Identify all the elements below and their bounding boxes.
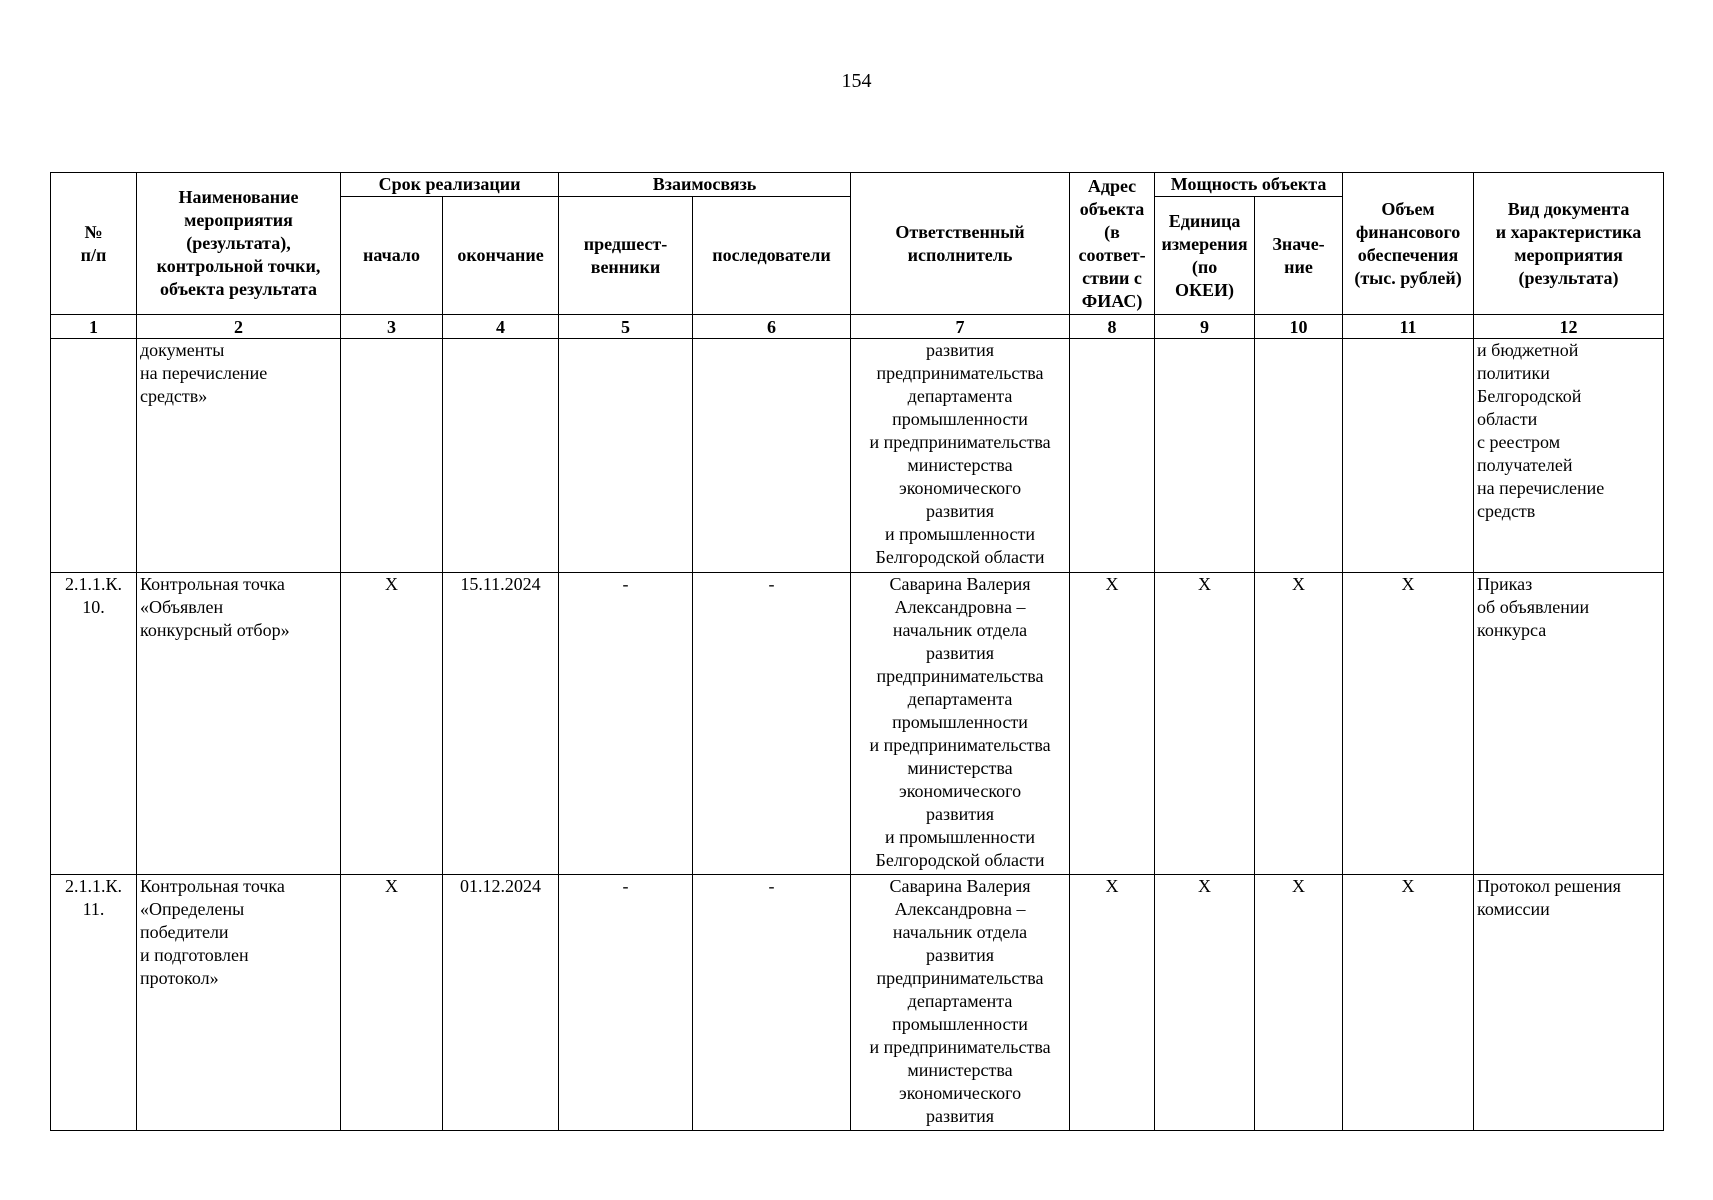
- table-row: [51, 573, 1664, 875]
- column-number: 3: [341, 315, 443, 339]
- column-number: 7: [851, 315, 1070, 339]
- header-relation-group: Взаимосвязь: [559, 173, 851, 197]
- column-number: 1: [51, 315, 137, 339]
- row-successors: -: [693, 875, 851, 1131]
- row-value: [1255, 339, 1343, 573]
- row-responsible: Саварина Валерия Александровна – начальник отдела развития предпринимательства департамента промышленности и предпринимательства министерства экономического развития: [851, 875, 1070, 1131]
- header-number: № п/п: [51, 173, 137, 315]
- header-start: начало: [341, 197, 443, 315]
- column-number: 10: [1255, 315, 1343, 339]
- row-start: [341, 339, 443, 573]
- column-number: 4: [443, 315, 559, 339]
- row-responsible: Саварина Валерия Александровна – начальник отдела развития предпринимательства департамента промышленности и предпринимательства министерства экономического развития и промышленности Белгородской области: [851, 573, 1070, 875]
- column-number: 6: [693, 315, 851, 339]
- column-number: 9: [1155, 315, 1255, 339]
- column-number: 8: [1070, 315, 1155, 339]
- row-document: Приказ об объявлении конкурса: [1474, 573, 1664, 875]
- row-successors: [693, 339, 851, 573]
- header-unit: Единица измерения (по ОКЕИ): [1155, 197, 1255, 315]
- header-end: окончание: [443, 197, 559, 315]
- plan-table: [50, 172, 1664, 1131]
- header-period-group: Срок реализации: [341, 173, 559, 197]
- header-value: Значе- ние: [1255, 197, 1343, 315]
- header-predecessors: предшест- венники: [559, 197, 693, 315]
- header-finance: Объем финансового обеспечения (тыс. рублей): [1343, 173, 1474, 315]
- header-capacity-group: Мощность объекта: [1155, 173, 1343, 197]
- header-address: Адрес объекта (в соответ- ствии с ФИАС): [1070, 173, 1155, 315]
- header-name: Наименование мероприятия (результата), контрольной точки, объекта результата: [137, 173, 341, 315]
- row-address: Х: [1070, 875, 1155, 1131]
- row-finance: Х: [1343, 875, 1474, 1131]
- row-start: Х: [341, 875, 443, 1131]
- row-unit: [1155, 339, 1255, 573]
- header-successors: последователи: [693, 197, 851, 315]
- column-number: 12: [1474, 315, 1664, 339]
- row-predecessors: [559, 339, 693, 573]
- row-unit: Х: [1155, 875, 1255, 1131]
- row-end: 15.11.2024: [443, 573, 559, 875]
- table-row: [51, 875, 1664, 1131]
- column-number: 11: [1343, 315, 1474, 339]
- row-start: Х: [341, 573, 443, 875]
- row-finance: [1343, 339, 1474, 573]
- header-responsible: Ответственный исполнитель: [851, 173, 1070, 315]
- row-value: Х: [1255, 573, 1343, 875]
- row-name: документы на перечисление средств»: [137, 339, 341, 573]
- row-number: 2.1.1.К. 10.: [51, 573, 137, 875]
- row-unit: Х: [1155, 573, 1255, 875]
- row-finance: Х: [1343, 573, 1474, 875]
- row-successors: -: [693, 573, 851, 875]
- row-address: [1070, 339, 1155, 573]
- table-row: [51, 339, 1664, 573]
- row-end: 01.12.2024: [443, 875, 559, 1131]
- row-value: Х: [1255, 875, 1343, 1131]
- row-document: и бюджетной политики Белгородской области с реестром получателей на перечисление средств: [1474, 339, 1664, 573]
- row-document: Протокол решения комиссии: [1474, 875, 1664, 1131]
- row-predecessors: -: [559, 573, 693, 875]
- row-end: [443, 339, 559, 573]
- row-responsible: развития предпринимательства департамента промышленности и предпринимательства министерства экономического развития и промышленности Белгородской области: [851, 339, 1070, 573]
- row-number: [51, 339, 137, 573]
- row-name: Контрольная точка «Определены победители и подготовлен протокол»: [137, 875, 341, 1131]
- column-number: 2: [137, 315, 341, 339]
- column-number-row: [51, 315, 1664, 339]
- column-number: 5: [559, 315, 693, 339]
- row-predecessors: -: [559, 875, 693, 1131]
- header-document: Вид документа и характеристика мероприятия (результата): [1474, 173, 1664, 315]
- page-number: 154: [841, 70, 872, 92]
- row-address: Х: [1070, 573, 1155, 875]
- row-name: Контрольная точка «Объявлен конкурсный отбор»: [137, 573, 341, 875]
- row-number: 2.1.1.К. 11.: [51, 875, 137, 1131]
